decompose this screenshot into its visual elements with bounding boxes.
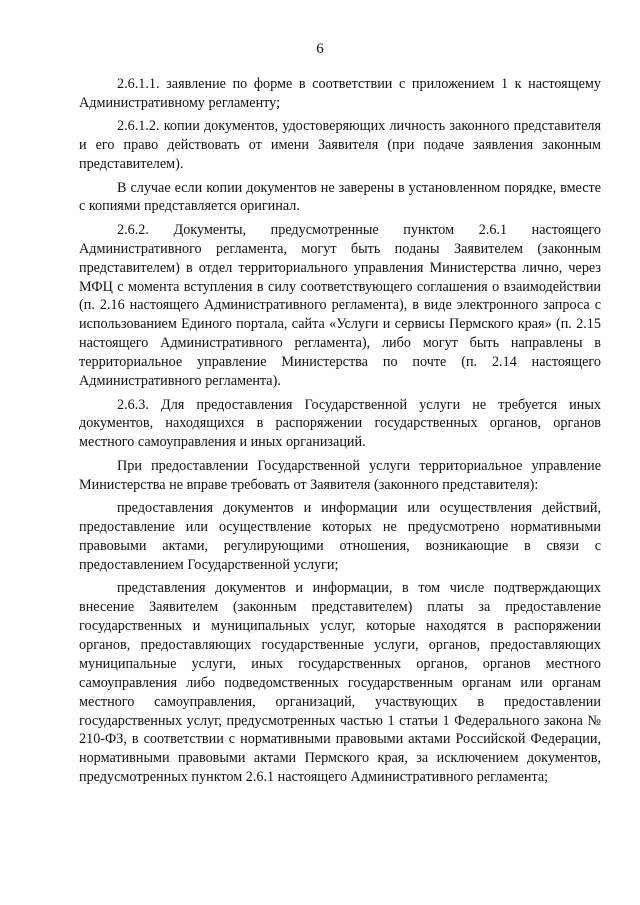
paragraph: 2.6.3. Для предоставления Государственной услуги не требуется иных документов, находящихся в распоряжении государственных органов, органов местного самоуправления и иных организаций. [79, 396, 601, 451]
paragraph: предоставления документов и информации или осуществления действий, предоставление или осуществление которых не предусмотрено нормативными правовыми актами, регулирующими отношения, возникающие в связи с предоставлением Государственной услуги; [79, 500, 601, 573]
paragraph: 2.6.2. Документы, предусмотренные пунктом 2.6.1 настоящего Административного регламента, могут быть поданы Заявителем (законным представителем) в отдел территориального управления Министерства лично, через МФЦ с момента вступления в силу соответствующего соглашения о взаимодействии (п. 2.16 настоящего Административного регламента), в виде электронного запроса с использованием Единого портала, сайта «Услуги и сервисы Пермского края» (п. 2.15 настоящего Административного регламента), либо могут быть направлены в территориальное управление Министерства по почте (п. 2.14 настоящего Административного регламента). [79, 221, 601, 390]
paragraph: представления документов и информации, в том числе подтверждающих внесение Заявителем (законным представителем) платы за предоставление государственных и муниципальных услуг, которые находятся в распоряжении органов, предоставляющих государственные услуги, органов, предоставляющих муниципальные услуги, иных государственных органов, органов местного самоуправления либо подведомственных государственным органам или органам местного самоуправления, организаций, участвующих в предоставлении государственных услуг, предусмотренных частью 1 статьи 1 Федерального закона № 210-ФЗ, в соответствии с нормативными правовыми актами Российской Федерации, нормативными правовыми актами Пермского края, за исключением документов, предусмотренных пунктом 2.6.1 настоящего Административного регламента; [79, 580, 601, 786]
page-number: 6 [316, 41, 324, 57]
paragraph: При предоставлении Государственной услуги территориальное управление Министерства не вправе требовать от Заявителя (законного представителя): [79, 457, 601, 493]
document-body [79, 75, 601, 792]
paragraph: В случае если копии документов не заверены в установленном порядке, вместе с копиями представляется оригинал. [79, 179, 601, 215]
paragraph: 2.6.1.2. копии документов, удостоверяющих личность законного представителя и его право действовать от имени Заявителя (при подаче заявления законным представителем). [79, 118, 601, 173]
paragraph: 2.6.1.1. заявление по форме в соответствии с приложением 1 к настоящему Административному регламенту; [79, 76, 601, 111]
